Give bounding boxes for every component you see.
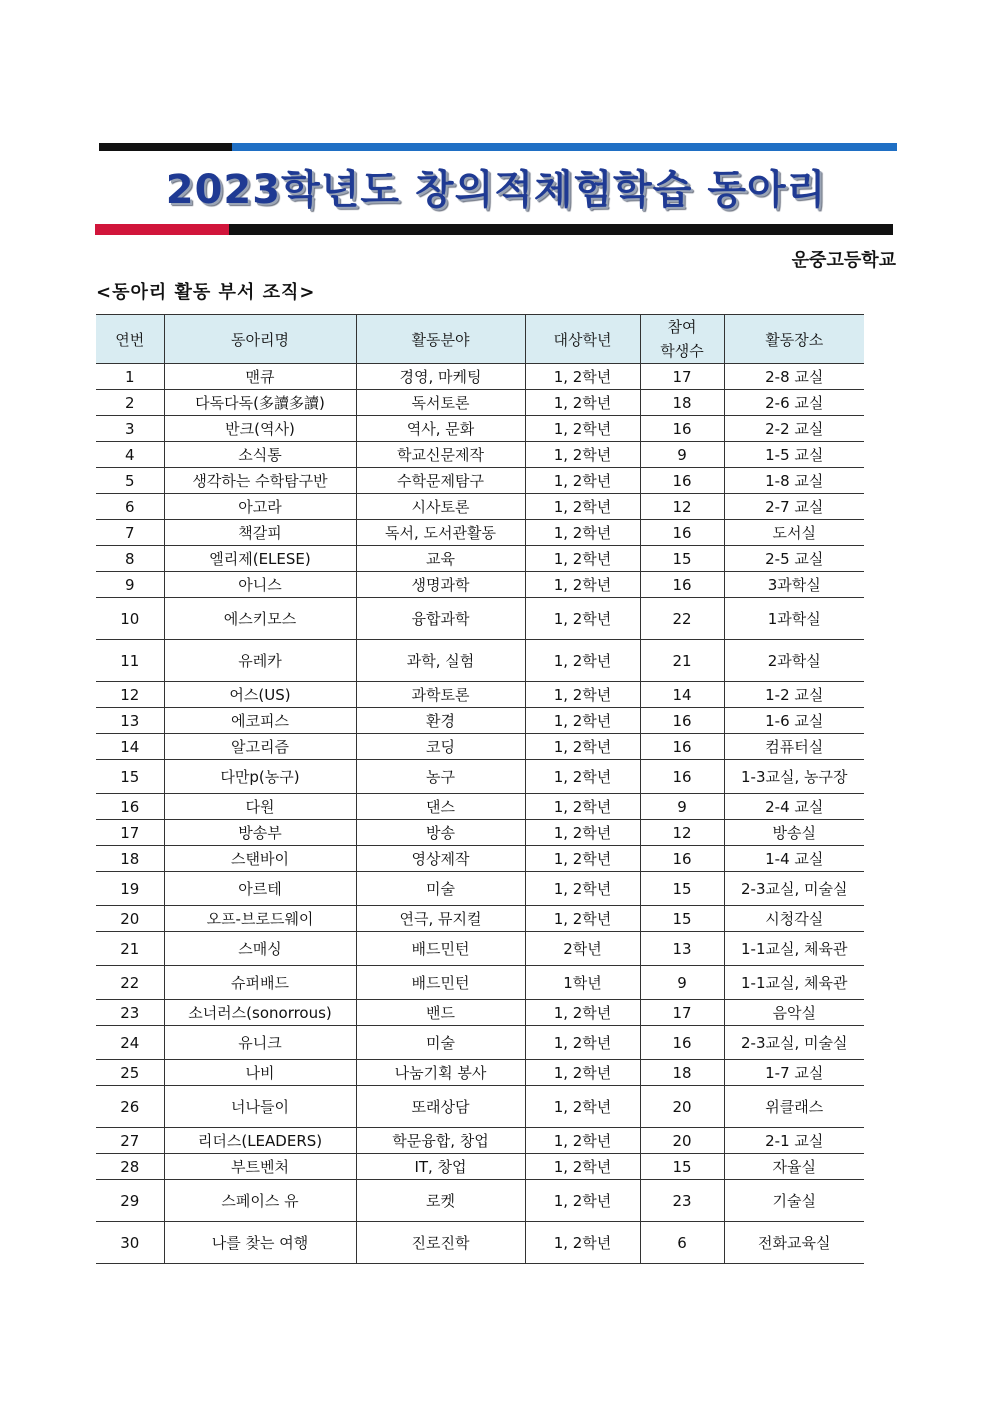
cell-count: 16 bbox=[640, 846, 724, 872]
cell-name: 에코피스 bbox=[164, 708, 356, 734]
cell-grade: 1, 2학년 bbox=[525, 1128, 640, 1154]
cell-grade: 1, 2학년 bbox=[525, 1060, 640, 1086]
cell-count: 12 bbox=[640, 494, 724, 520]
table-row bbox=[96, 1060, 864, 1086]
col-header-no: 연번 bbox=[96, 315, 164, 364]
cell-count: 15 bbox=[640, 872, 724, 906]
cell-no: 26 bbox=[96, 1086, 164, 1128]
cell-grade: 1학년 bbox=[525, 966, 640, 1000]
cell-count: 15 bbox=[640, 906, 724, 932]
cell-field: 진로진학 bbox=[356, 1222, 525, 1264]
table-row bbox=[96, 1154, 864, 1180]
cell-count: 16 bbox=[640, 520, 724, 546]
cell-count: 16 bbox=[640, 734, 724, 760]
col-header-name: 동아리명 bbox=[164, 315, 356, 364]
cell-field: 교육 bbox=[356, 546, 525, 572]
cell-count: 15 bbox=[640, 546, 724, 572]
cell-grade: 1, 2학년 bbox=[525, 520, 640, 546]
cell-field: 과학, 실험 bbox=[356, 640, 525, 682]
cell-grade: 1, 2학년 bbox=[525, 794, 640, 820]
cell-field: 로켓 bbox=[356, 1180, 525, 1222]
cell-field: IT, 창업 bbox=[356, 1154, 525, 1180]
table-row bbox=[96, 494, 864, 520]
table-row bbox=[96, 364, 864, 390]
page-title: 2023학년도 창의적체험학습 동아리 bbox=[165, 167, 827, 213]
cell-place: 위클래스 bbox=[724, 1086, 864, 1128]
table-row bbox=[96, 468, 864, 494]
cell-no: 29 bbox=[96, 1180, 164, 1222]
cell-count: 9 bbox=[640, 966, 724, 1000]
col-header-place: 활동장소 bbox=[724, 315, 864, 364]
cell-grade: 1, 2학년 bbox=[525, 760, 640, 794]
cell-grade: 1, 2학년 bbox=[525, 820, 640, 846]
cell-grade: 1, 2학년 bbox=[525, 390, 640, 416]
cell-grade: 1, 2학년 bbox=[525, 1222, 640, 1264]
cell-field: 미술 bbox=[356, 1026, 525, 1060]
cell-no: 11 bbox=[96, 640, 164, 682]
cell-name: 소식통 bbox=[164, 442, 356, 468]
cell-field: 환경 bbox=[356, 708, 525, 734]
cell-count: 15 bbox=[640, 1154, 724, 1180]
cell-no: 9 bbox=[96, 572, 164, 598]
cell-count: 16 bbox=[640, 416, 724, 442]
cell-place: 2-6 교실 bbox=[724, 390, 864, 416]
cell-no: 3 bbox=[96, 416, 164, 442]
cell-place: 2-7 교실 bbox=[724, 494, 864, 520]
cell-no: 7 bbox=[96, 520, 164, 546]
cell-place: 2-4 교실 bbox=[724, 794, 864, 820]
cell-grade: 1, 2학년 bbox=[525, 708, 640, 734]
cell-name: 에스키모스 bbox=[164, 598, 356, 640]
cell-name: 알고리즘 bbox=[164, 734, 356, 760]
cell-count: 14 bbox=[640, 682, 724, 708]
cell-no: 16 bbox=[96, 794, 164, 820]
cell-count: 16 bbox=[640, 1026, 724, 1060]
cell-name: 스매싱 bbox=[164, 932, 356, 966]
cell-count: 6 bbox=[640, 1222, 724, 1264]
cell-field: 생명과학 bbox=[356, 572, 525, 598]
cell-grade: 1, 2학년 bbox=[525, 364, 640, 390]
cell-name: 아르테 bbox=[164, 872, 356, 906]
cell-name: 너나들이 bbox=[164, 1086, 356, 1128]
col-header-count-line1: 참여 bbox=[667, 318, 697, 336]
cell-count: 20 bbox=[640, 1086, 724, 1128]
cell-place: 1-8 교실 bbox=[724, 468, 864, 494]
cell-field: 농구 bbox=[356, 760, 525, 794]
cell-no: 27 bbox=[96, 1128, 164, 1154]
table-row bbox=[96, 1128, 864, 1154]
cell-no: 18 bbox=[96, 846, 164, 872]
bottom-accent-bar bbox=[95, 224, 893, 235]
cell-count: 22 bbox=[640, 598, 724, 640]
cell-place: 1-4 교실 bbox=[724, 846, 864, 872]
bottom-bar-black-segment bbox=[229, 224, 893, 235]
cell-field: 연극, 뮤지컬 bbox=[356, 906, 525, 932]
cell-count: 18 bbox=[640, 390, 724, 416]
table-header-row bbox=[96, 315, 864, 364]
cell-count: 12 bbox=[640, 820, 724, 846]
cell-place: 음악실 bbox=[724, 1000, 864, 1026]
table-row bbox=[96, 906, 864, 932]
cell-place: 2-3교실, 미술실 bbox=[724, 872, 864, 906]
table-row bbox=[96, 640, 864, 682]
cell-field: 수학문제탐구 bbox=[356, 468, 525, 494]
cell-name: 엘리제(ELESE) bbox=[164, 546, 356, 572]
cell-field: 역사, 문화 bbox=[356, 416, 525, 442]
cell-grade: 2학년 bbox=[525, 932, 640, 966]
table-row bbox=[96, 760, 864, 794]
cell-place: 도서실 bbox=[724, 520, 864, 546]
cell-grade: 1, 2학년 bbox=[525, 872, 640, 906]
cell-field: 과학토론 bbox=[356, 682, 525, 708]
col-header-grade: 대상학년 bbox=[525, 315, 640, 364]
cell-place: 기술실 bbox=[724, 1180, 864, 1222]
cell-no: 28 bbox=[96, 1154, 164, 1180]
cell-no: 10 bbox=[96, 598, 164, 640]
cell-name: 다원 bbox=[164, 794, 356, 820]
cell-name: 아고라 bbox=[164, 494, 356, 520]
cell-place: 2-3교실, 미술실 bbox=[724, 1026, 864, 1060]
col-header-count bbox=[640, 315, 724, 364]
cell-name: 다만p(농구) bbox=[164, 760, 356, 794]
cell-grade: 1, 2학년 bbox=[525, 734, 640, 760]
table-row bbox=[96, 1222, 864, 1264]
cell-count: 17 bbox=[640, 1000, 724, 1026]
table-row bbox=[96, 520, 864, 546]
cell-no: 30 bbox=[96, 1222, 164, 1264]
cell-grade: 1, 2학년 bbox=[525, 846, 640, 872]
cell-place: 2-8 교실 bbox=[724, 364, 864, 390]
cell-name: 부트벤처 bbox=[164, 1154, 356, 1180]
cell-place: 1-1교실, 체육관 bbox=[724, 932, 864, 966]
cell-grade: 1, 2학년 bbox=[525, 442, 640, 468]
cell-place: 1과학실 bbox=[724, 598, 864, 640]
cell-place: 전화교육실 bbox=[724, 1222, 864, 1264]
cell-grade: 1, 2학년 bbox=[525, 682, 640, 708]
cell-no: 17 bbox=[96, 820, 164, 846]
cell-grade: 1, 2학년 bbox=[525, 640, 640, 682]
cell-no: 12 bbox=[96, 682, 164, 708]
table-row bbox=[96, 572, 864, 598]
table-row bbox=[96, 966, 864, 1000]
cell-grade: 1, 2학년 bbox=[525, 468, 640, 494]
table-row bbox=[96, 872, 864, 906]
cell-no: 23 bbox=[96, 1000, 164, 1026]
cell-no: 13 bbox=[96, 708, 164, 734]
cell-field: 배드민턴 bbox=[356, 966, 525, 1000]
cell-name: 스페이스 유 bbox=[164, 1180, 356, 1222]
cell-place: 1-6 교실 bbox=[724, 708, 864, 734]
table-row bbox=[96, 1000, 864, 1026]
cell-field: 학교신문제작 bbox=[356, 442, 525, 468]
table-row bbox=[96, 390, 864, 416]
cell-field: 또래상담 bbox=[356, 1086, 525, 1128]
cell-grade: 1, 2학년 bbox=[525, 572, 640, 598]
table-row bbox=[96, 794, 864, 820]
cell-place: 시청각실 bbox=[724, 906, 864, 932]
table-row bbox=[96, 1180, 864, 1222]
cell-grade: 1, 2학년 bbox=[525, 1086, 640, 1128]
cell-name: 맨큐 bbox=[164, 364, 356, 390]
cell-no: 21 bbox=[96, 932, 164, 966]
cell-count: 9 bbox=[640, 442, 724, 468]
cell-no: 15 bbox=[96, 760, 164, 794]
cell-grade: 1, 2학년 bbox=[525, 598, 640, 640]
table-row bbox=[96, 416, 864, 442]
cell-place: 방송실 bbox=[724, 820, 864, 846]
cell-name: 책갈피 bbox=[164, 520, 356, 546]
cell-name: 나비 bbox=[164, 1060, 356, 1086]
cell-count: 9 bbox=[640, 794, 724, 820]
cell-place: 자율실 bbox=[724, 1154, 864, 1180]
cell-name: 반크(역사) bbox=[164, 416, 356, 442]
top-bar-black-segment bbox=[99, 143, 232, 151]
cell-name: 아니스 bbox=[164, 572, 356, 598]
cell-name: 생각하는 수학탐구반 bbox=[164, 468, 356, 494]
cell-field: 배드민턴 bbox=[356, 932, 525, 966]
cell-field: 학문융합, 창업 bbox=[356, 1128, 525, 1154]
cell-grade: 1, 2학년 bbox=[525, 546, 640, 572]
cell-field: 코딩 bbox=[356, 734, 525, 760]
cell-place: 3과학실 bbox=[724, 572, 864, 598]
cell-count: 16 bbox=[640, 708, 724, 734]
cell-place: 2-5 교실 bbox=[724, 546, 864, 572]
table-row bbox=[96, 734, 864, 760]
cell-field: 독서, 도서관활동 bbox=[356, 520, 525, 546]
col-header-count-line2: 학생수 bbox=[660, 342, 704, 360]
table-row bbox=[96, 598, 864, 640]
club-table bbox=[96, 314, 864, 1264]
cell-place: 1-3교실, 농구장 bbox=[724, 760, 864, 794]
cell-no: 4 bbox=[96, 442, 164, 468]
cell-place: 2-2 교실 bbox=[724, 416, 864, 442]
cell-count: 20 bbox=[640, 1128, 724, 1154]
cell-no: 1 bbox=[96, 364, 164, 390]
table-row bbox=[96, 1086, 864, 1128]
cell-field: 방송 bbox=[356, 820, 525, 846]
cell-field: 경영, 마케팅 bbox=[356, 364, 525, 390]
cell-grade: 1, 2학년 bbox=[525, 1000, 640, 1026]
cell-field: 나눔기획 봉사 bbox=[356, 1060, 525, 1086]
cell-place: 1-2 교실 bbox=[724, 682, 864, 708]
table-row bbox=[96, 932, 864, 966]
cell-no: 25 bbox=[96, 1060, 164, 1086]
cell-count: 13 bbox=[640, 932, 724, 966]
cell-no: 2 bbox=[96, 390, 164, 416]
cell-count: 16 bbox=[640, 468, 724, 494]
cell-no: 24 bbox=[96, 1026, 164, 1060]
cell-grade: 1, 2학년 bbox=[525, 494, 640, 520]
cell-count: 16 bbox=[640, 572, 724, 598]
table-row bbox=[96, 708, 864, 734]
cell-field: 융합과학 bbox=[356, 598, 525, 640]
table-row bbox=[96, 546, 864, 572]
cell-name: 다독다독(多讀多讀) bbox=[164, 390, 356, 416]
cell-grade: 1, 2학년 bbox=[525, 906, 640, 932]
cell-grade: 1, 2학년 bbox=[525, 1154, 640, 1180]
bottom-bar-red-segment bbox=[95, 224, 229, 235]
top-accent-bar bbox=[99, 143, 897, 151]
cell-name: 리더스(LEADERS) bbox=[164, 1128, 356, 1154]
cell-name: 스탠바이 bbox=[164, 846, 356, 872]
cell-no: 14 bbox=[96, 734, 164, 760]
cell-name: 나를 찾는 여행 bbox=[164, 1222, 356, 1264]
table-row bbox=[96, 1026, 864, 1060]
table-row bbox=[96, 846, 864, 872]
cell-place: 1-1교실, 체육관 bbox=[724, 966, 864, 1000]
cell-name: 오프-브로드웨이 bbox=[164, 906, 356, 932]
cell-count: 23 bbox=[640, 1180, 724, 1222]
cell-no: 19 bbox=[96, 872, 164, 906]
cell-count: 18 bbox=[640, 1060, 724, 1086]
cell-field: 미술 bbox=[356, 872, 525, 906]
cell-name: 슈퍼배드 bbox=[164, 966, 356, 1000]
col-header-field: 활동분야 bbox=[356, 315, 525, 364]
cell-place: 컴퓨터실 bbox=[724, 734, 864, 760]
cell-name: 어스(US) bbox=[164, 682, 356, 708]
cell-place: 1-5 교실 bbox=[724, 442, 864, 468]
cell-count: 21 bbox=[640, 640, 724, 682]
cell-field: 밴드 bbox=[356, 1000, 525, 1026]
cell-place: 2과학실 bbox=[724, 640, 864, 682]
table-row bbox=[96, 442, 864, 468]
cell-grade: 1, 2학년 bbox=[525, 1026, 640, 1060]
table-row bbox=[96, 682, 864, 708]
section-heading: <동아리 활동 부서 조직> bbox=[96, 282, 316, 303]
cell-place: 2-1 교실 bbox=[724, 1128, 864, 1154]
cell-name: 소너러스(sonorrous) bbox=[164, 1000, 356, 1026]
cell-field: 독서토론 bbox=[356, 390, 525, 416]
cell-no: 6 bbox=[96, 494, 164, 520]
cell-count: 17 bbox=[640, 364, 724, 390]
cell-field: 시사토론 bbox=[356, 494, 525, 520]
table-row bbox=[96, 820, 864, 846]
school-name: 운중고등학교 bbox=[791, 250, 896, 271]
cell-field: 영상제작 bbox=[356, 846, 525, 872]
cell-name: 유레카 bbox=[164, 640, 356, 682]
top-bar-blue-segment bbox=[232, 143, 897, 151]
cell-name: 방송부 bbox=[164, 820, 356, 846]
cell-no: 8 bbox=[96, 546, 164, 572]
cell-no: 22 bbox=[96, 966, 164, 1000]
cell-no: 5 bbox=[96, 468, 164, 494]
cell-no: 20 bbox=[96, 906, 164, 932]
cell-field: 댄스 bbox=[356, 794, 525, 820]
cell-place: 1-7 교실 bbox=[724, 1060, 864, 1086]
cell-grade: 1, 2학년 bbox=[525, 416, 640, 442]
cell-name: 유니크 bbox=[164, 1026, 356, 1060]
cell-grade: 1, 2학년 bbox=[525, 1180, 640, 1222]
cell-count: 16 bbox=[640, 760, 724, 794]
